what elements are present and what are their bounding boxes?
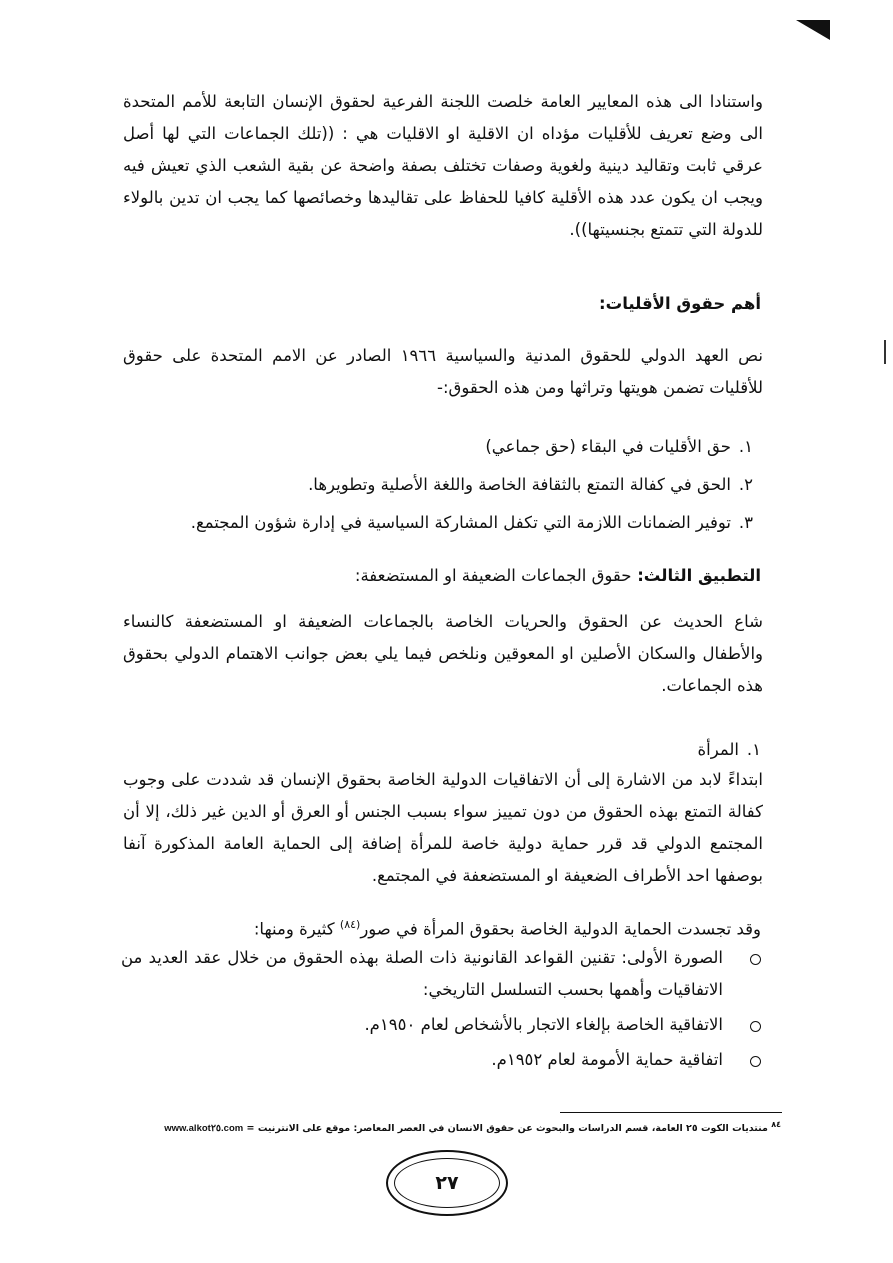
footnote-reference[interactable]: (٨٤) [339, 918, 361, 931]
list-item-text: اتفاقية حماية الأمومة لعام ١٩٥٢م. [491, 1050, 723, 1069]
list-item-text: الحق في كفالة التمتع بالثقافة الخاصة واللغة الأصلية وتطويرها. [308, 475, 731, 494]
list-item [121, 504, 761, 542]
list-item [121, 1044, 761, 1076]
list-number: ٢. [738, 475, 753, 494]
margin-mark [884, 340, 886, 364]
footnote-text: منتديات الكوت ٢٥ العامة، قسم الدراسات والبحوث عن حقوق الانسان في العصر المعاصر: موقع على الانترنيت = [246, 1123, 768, 1135]
page-number-inner-frame [394, 1158, 500, 1208]
circle-bullet-icon [750, 1021, 761, 1032]
subheading-woman [698, 736, 761, 764]
heading-text: حقوق الجماعات الضعيفة او المستضعفة: [354, 566, 632, 585]
list-item [121, 942, 761, 1006]
heading-minority-rights: أهم حقوق الأقليات: [599, 294, 761, 313]
list-number: ١. [738, 437, 753, 456]
minority-rights-list [121, 428, 761, 542]
footnote-separator [560, 1112, 782, 1113]
subheading-title: المرأة [697, 740, 739, 759]
list-number: ٣. [738, 513, 753, 532]
footnote-url[interactable]: www.alkot٢٥.com [164, 1123, 244, 1135]
list-item [121, 466, 761, 504]
paragraph-vulnerable-groups: شاع الحديث عن الحقوق والحريات الخاصة بالجماعات الضعيفة او المستضعفة كالنساء والأطفال والسكان الأصلين او المعوقين ونلخص فيما يلي بعض جوانب الاهتمام الدولي بحقوق هذه الجماعات. [123, 612, 763, 695]
paragraph-woman-protection: ابتداءً لابد من الاشارة إلى أن الاتفاقيات الدولية الخاصة بحقوق الإنسان قد شددت على وجوب كفالة التمتع بهذه الحقوق من دون تمييز سواء بسبب الجنس أو العرق أو الدين غير ذلك، إلا أن المجتمع الدولي قد قرر حماية دولية خاصة للمرأة إضافة إلى الحماية العامة المذكورة آنفا بوصفها احد الأطراف الضعيفة او المستضعفة في المجتمع. [123, 770, 763, 885]
circle-bullet-icon [750, 1056, 761, 1067]
heading-label: التطبيق الثالث: [637, 566, 761, 585]
list-item-text: توفير الضمانات اللازمة التي تكفل المشاركة السياسية في إدارة شؤون المجتمع. [190, 513, 731, 532]
list-item-text: الصورة الأولى: تقنين القواعد القانونية ذات الصلة بهذه الحقوق من خلال عقد العديد من الاتفاقيات وأهمها بحسب التسلسل التاريخي: [121, 948, 723, 999]
page-number-frame [386, 1150, 508, 1216]
footnote-number: ٨٤ [771, 1120, 781, 1129]
protection-intro [121, 910, 761, 945]
list-item [121, 428, 761, 466]
heading-third-application [121, 562, 761, 590]
intro-text: وقد تجسدت الحماية الدولية الخاصة بحقوق المرأة في صور [360, 919, 761, 939]
paragraph-minority-definition: واستنادا الى هذه المعايير العامة خلصت اللجنة الفرعية لحقوق الإنسان التابعة للأمم المتحدة الى وضع تعريف للأقليات مؤداه ان الاقلية او الاقليات هي : ((تلك الجماعات التي لها أصل عرقي ثابت وتقاليد دينية ولغوية وصفات تختلف بصفة واضحة عن بقية الشعب الذي تعيش فيه ويجب ان يكون عدد هذه الأقلية كافيا للحفاظ على تقاليدها وخصائصها كما يجب ان تدين بالولاء للدولة التي تتمتع بجنسيتها)). [123, 92, 763, 239]
corner-triangle-icon [796, 20, 830, 40]
list-item-text: حق الأقليات في البقاء (حق جماعي) [485, 437, 731, 456]
footnote [141, 1117, 781, 1137]
list-item-text: الاتفاقية الخاصة بإلغاء الاتجار بالأشخاص لعام ١٩٥٠م. [364, 1015, 723, 1034]
circle-bullet-icon [750, 954, 761, 965]
page-number: ٢٧ [435, 1172, 459, 1194]
list-item [121, 1009, 761, 1041]
protection-bullets [121, 942, 761, 1079]
intro-text-end: كثيرة ومنها: [253, 919, 340, 939]
subheading-number: ١. [746, 740, 761, 759]
paragraph-covenant: نص العهد الدولي للحقوق المدنية والسياسية ١٩٦٦ الصادر عن الامم المتحدة على حقوق للأقليات تضمن هويتها وتراثها ومن هذه الحقوق:- [123, 346, 763, 397]
